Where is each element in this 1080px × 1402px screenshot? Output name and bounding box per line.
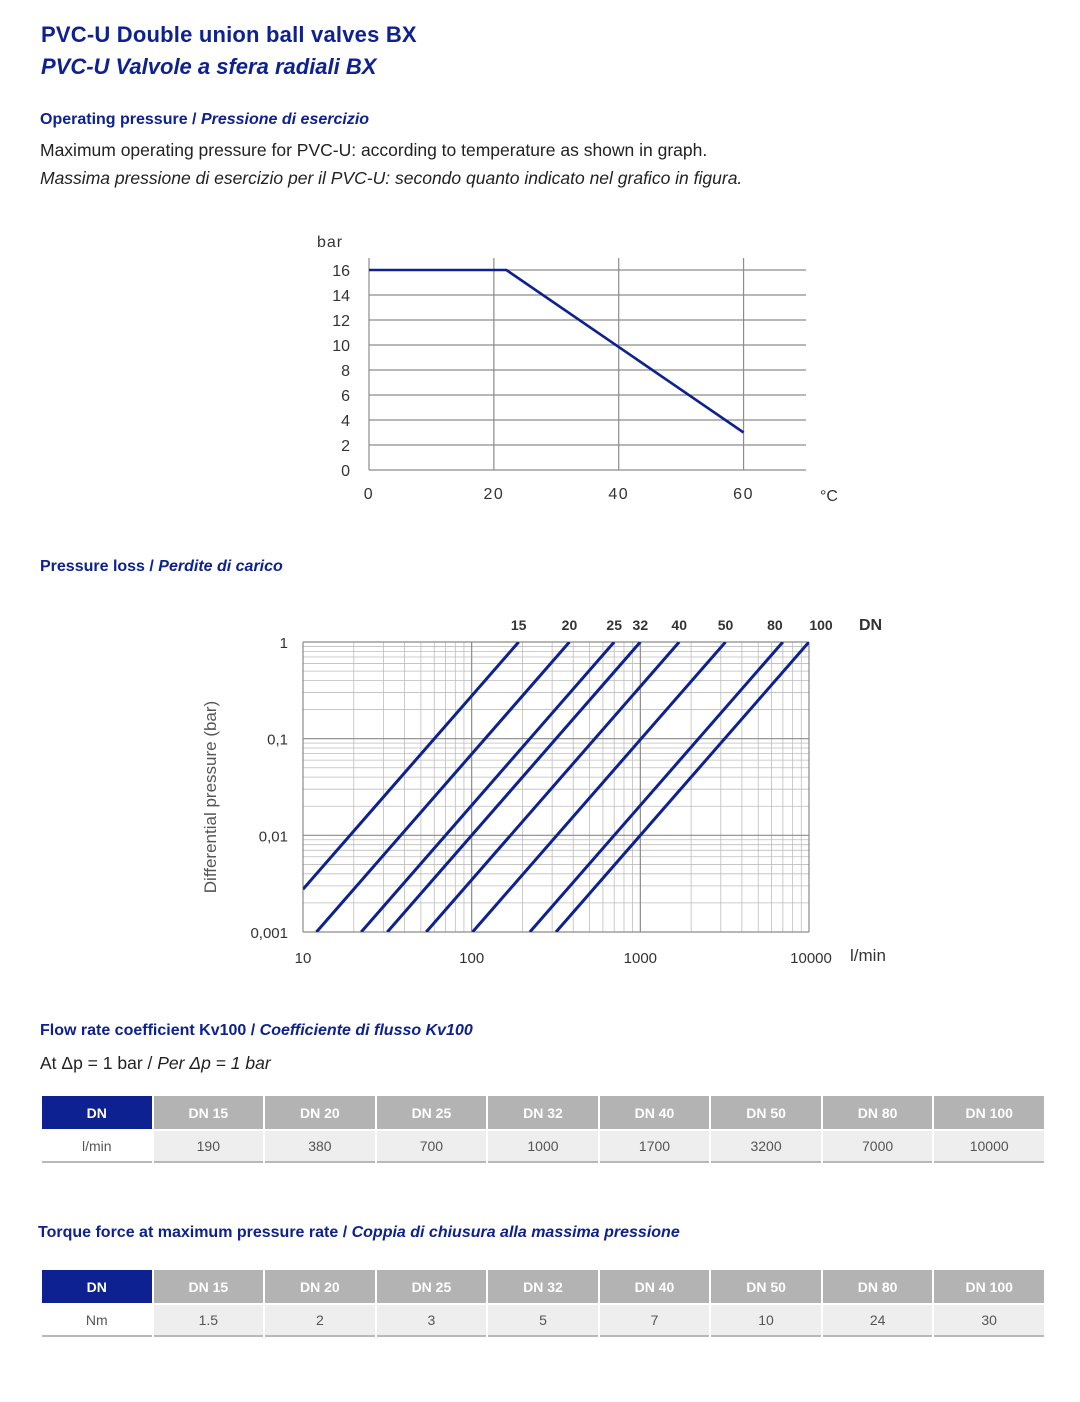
torque-heading-it: Coppia di chiusura alla massima pressione <box>351 1224 680 1241</box>
flow-coefficient-heading <box>40 1022 473 1040</box>
x-tick-label: 100 <box>459 950 485 967</box>
torque-table <box>40 1270 1046 1337</box>
dn-series-label: 100 <box>809 617 833 633</box>
y-axis-title: bar <box>317 234 344 251</box>
table-header-cell: DN 20 <box>265 1270 375 1303</box>
pressure-loss-heading <box>40 558 283 576</box>
table-value-cell: 1.5 <box>154 1303 264 1337</box>
table-value-cell: 24 <box>823 1303 933 1337</box>
pressure-loss-heading-it: Perdite di carico <box>158 558 283 575</box>
table-header-cell: DN <box>42 1096 152 1129</box>
x-tick-label: 0 <box>363 486 375 503</box>
dn-series-line <box>473 642 726 932</box>
table-value-cell: 3200 <box>711 1129 821 1163</box>
dn-series-label: 40 <box>671 617 687 633</box>
table-header-cell: DN 20 <box>265 1096 375 1129</box>
y-tick-label: 0,01 <box>258 828 288 846</box>
operating-text-en: Maximum operating pressure for PVC-U: according to temperature as shown in graph. <box>40 140 708 160</box>
y-tick-label: 8 <box>341 363 350 380</box>
table-value-cell: 3 <box>377 1303 487 1337</box>
flow-table-header-row <box>42 1096 1044 1129</box>
flow-table <box>40 1096 1046 1163</box>
flow-table-value-row <box>42 1129 1044 1163</box>
table-value-cell: l/min <box>42 1129 152 1163</box>
y-axis-title: Differential pressure (bar) <box>201 700 220 894</box>
y-tick-label: 1 <box>279 635 288 652</box>
table-header-cell: DN 100 <box>934 1096 1044 1129</box>
table-header-cell: DN 32 <box>488 1270 598 1303</box>
y-tick-label: 12 <box>332 313 350 330</box>
dn-legend-title: DN <box>859 617 883 634</box>
table-header-cell: DN 40 <box>600 1096 710 1129</box>
torque-table-value-row <box>42 1303 1044 1337</box>
x-tick-label: 1000 <box>623 950 658 967</box>
x-tick-label: 10 <box>294 950 312 967</box>
table-value-cell: 7 <box>600 1303 710 1337</box>
torque-table-header-row <box>42 1270 1044 1303</box>
torque-heading-en: Torque force at maximum pressure rate / <box>38 1224 348 1241</box>
dn-series-line <box>316 642 569 932</box>
dn-series-line <box>303 642 519 889</box>
y-tick-label: 2 <box>341 438 350 455</box>
y-tick-label: 10 <box>332 338 350 355</box>
x-axis-title: °C <box>820 488 838 505</box>
table-value-cell: 5 <box>488 1303 598 1337</box>
dn-series-label: 32 <box>632 617 649 633</box>
dn-series-label: 50 <box>717 617 734 633</box>
operating-pressure-heading <box>40 111 369 129</box>
operating-heading-en: Operating pressure / <box>40 111 197 128</box>
x-tick-label: 40 <box>608 486 630 503</box>
x-tick-label: 20 <box>483 486 505 503</box>
table-value-cell: 2 <box>265 1303 375 1337</box>
table-value-cell: 380 <box>265 1129 375 1163</box>
dn-series-label: 15 <box>510 617 527 633</box>
table-value-cell: Nm <box>42 1303 152 1337</box>
y-tick-label: 0 <box>341 463 350 480</box>
flow-subtitle <box>40 1053 271 1074</box>
y-tick-label: 14 <box>332 288 350 305</box>
pressure-loss-chart <box>0 600 1080 980</box>
table-header-cell: DN <box>42 1270 152 1303</box>
y-tick-label: 0,1 <box>267 731 288 749</box>
pressure-loss-heading-en: Pressure loss / <box>40 558 154 575</box>
table-header-cell: DN 80 <box>823 1270 933 1303</box>
flow-sub-it: Per Δp = 1 bar <box>157 1053 271 1073</box>
table-header-cell: DN 25 <box>377 1096 487 1129</box>
dn-series-label: 20 <box>561 617 578 633</box>
flow-heading-it: Coefficiente di flusso Kv100 <box>259 1022 473 1039</box>
dn-series-label: 80 <box>767 617 783 633</box>
y-tick-label: 6 <box>341 388 350 405</box>
dn-series-line <box>361 642 614 932</box>
table-value-cell: 190 <box>154 1129 264 1163</box>
table-value-cell: 700 <box>377 1129 487 1163</box>
table-header-cell: DN 15 <box>154 1270 264 1303</box>
pressure-series-line <box>369 270 744 433</box>
torque-heading <box>38 1224 680 1242</box>
table-header-cell: DN 15 <box>154 1096 264 1129</box>
page-subtitle: PVC-U Valvole a sfera radiali BX <box>41 54 377 79</box>
table-value-cell: 1000 <box>488 1129 598 1163</box>
table-header-cell: DN 80 <box>823 1096 933 1129</box>
table-value-cell: 1700 <box>600 1129 710 1163</box>
y-tick-label: 16 <box>332 263 350 280</box>
table-header-cell: DN 32 <box>488 1096 598 1129</box>
page-title: PVC-U Double union ball valves BX <box>41 22 417 47</box>
dn-series-line <box>556 642 809 932</box>
table-header-cell: DN 100 <box>934 1270 1044 1303</box>
x-tick-label: 10000 <box>790 950 832 967</box>
dn-series-line <box>387 642 640 932</box>
y-tick-label: 0,001 <box>250 925 288 942</box>
flow-sub-en: At Δp = 1 bar / <box>40 1053 153 1073</box>
table-value-cell: 30 <box>934 1303 1044 1337</box>
flow-heading-en: Flow rate coefficient Kv100 / <box>40 1022 256 1039</box>
operating-heading-it: Pressione di esercizio <box>200 111 370 128</box>
table-header-cell: DN 50 <box>711 1096 821 1129</box>
table-header-cell: DN 50 <box>711 1270 821 1303</box>
x-axis-title: l/min <box>850 946 886 965</box>
dn-series-label: 25 <box>606 617 622 633</box>
y-tick-label: 4 <box>341 413 350 430</box>
x-tick-label: 60 <box>733 486 754 503</box>
table-header-cell: DN 40 <box>600 1270 710 1303</box>
table-header-cell: DN 25 <box>377 1270 487 1303</box>
dn-series-line <box>530 642 783 932</box>
table-value-cell: 10000 <box>934 1129 1044 1163</box>
table-value-cell: 10 <box>711 1303 821 1337</box>
operating-pressure-chart <box>0 220 1080 520</box>
table-value-cell: 7000 <box>823 1129 933 1163</box>
operating-text-it: Massima pressione di esercizio per il PVC-U: secondo quanto indicato nel grafico in figura. <box>40 168 743 188</box>
